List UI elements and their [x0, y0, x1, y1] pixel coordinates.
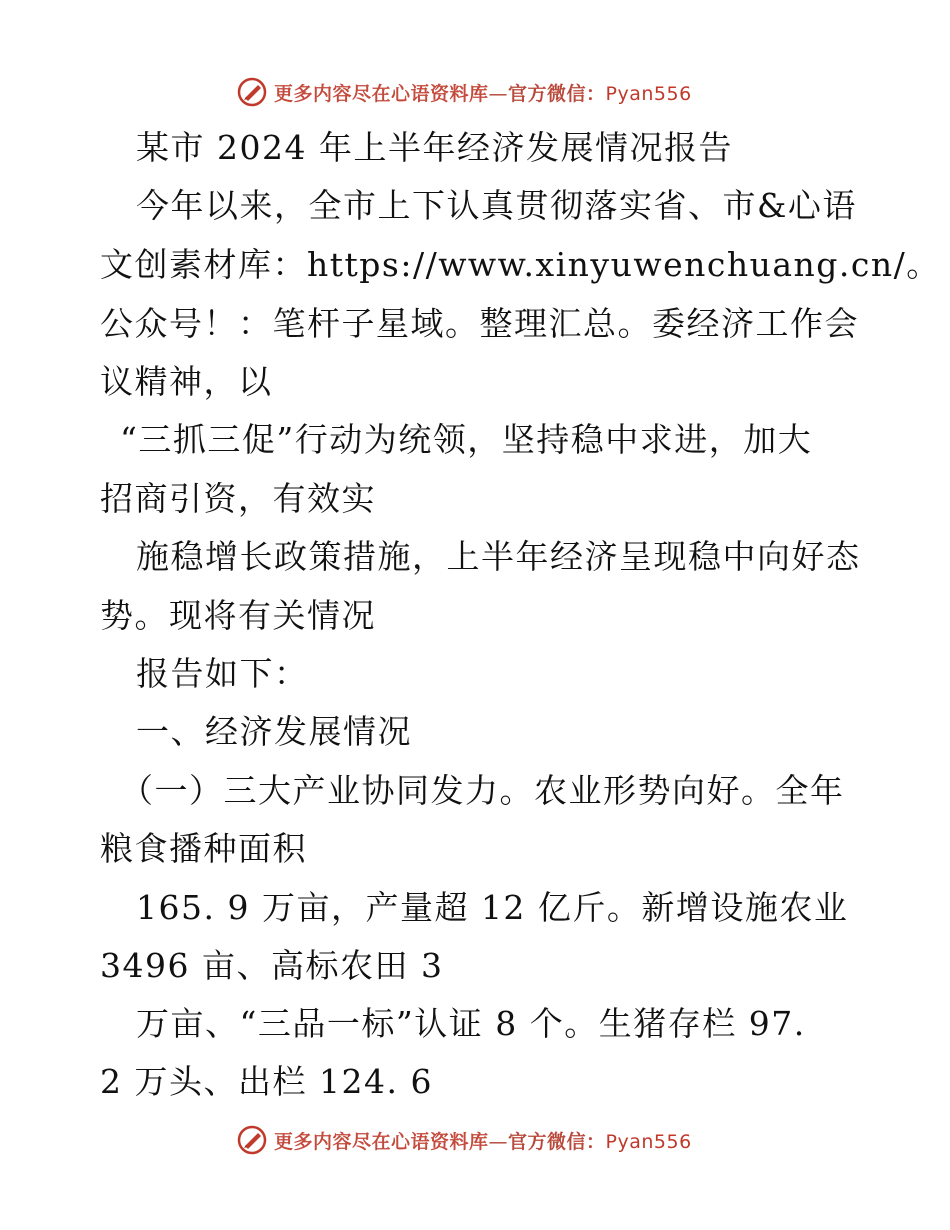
watermark-brand: 更多内容尽在心语资料库: [274, 82, 489, 105]
paragraph-line: 粮食播种面积: [100, 829, 307, 868]
header-watermark-banner: [236, 72, 716, 112]
paragraph-line: 招商引资，有效实: [100, 479, 376, 518]
watermark-text: [274, 79, 692, 106]
watermark-wechat-label: 官方微信：: [508, 1130, 606, 1153]
document-title: 某市 2024 年上半年经济发展情况报告: [136, 128, 733, 167]
watermark-wechat-label: 官方微信：: [508, 82, 606, 105]
section-heading: 一、经济发展情况: [136, 712, 412, 751]
paragraph-line: 议精神，以: [100, 362, 273, 401]
brush-logo-icon: [236, 1124, 268, 1156]
watermark-text: [274, 1127, 692, 1154]
brush-logo-icon: [236, 76, 268, 108]
paragraph-line: 今年以来，全市上下认真贯彻落实省、市&心语: [136, 186, 857, 225]
paragraph-line: （一）三大产业协同发力。农业形势向好。全年: [120, 771, 845, 810]
watermark-wechat-id: Pyan556: [605, 82, 692, 105]
paragraph-line: 165. 9 万亩，产量超 12 亿斤。新增设施农业: [136, 888, 849, 927]
paragraph-line: “三抓三促”行动为统领，坚持稳中求进，加大: [120, 420, 813, 459]
footer-watermark-banner: [236, 1120, 716, 1160]
paragraph-line: 文创素材库：https://www.xinyuwenchuang.cn/。: [100, 245, 941, 284]
paragraph-line: 势。现将有关情况: [100, 596, 376, 635]
paragraph-line: 2 万头、出栏 124. 6: [100, 1062, 433, 1101]
paragraph-line: 施稳增长政策措施，上半年经济呈现稳中向好态: [136, 537, 861, 576]
watermark-brand: 更多内容尽在心语资料库: [274, 1130, 489, 1153]
watermark-wechat-id: Pyan556: [605, 1130, 692, 1153]
paragraph-line: 公众号！：笔杆子星域。整理汇总。委经济工作会: [100, 304, 859, 343]
watermark-dash: —: [488, 1130, 509, 1153]
paragraph-line: 万亩、“三品一标”认证 8 个。生猪存栏 97.: [136, 1004, 806, 1043]
paragraph-line: 3496 亩、高标农田 3: [100, 946, 444, 985]
paragraph-line: 报告如下：: [136, 654, 309, 693]
watermark-dash: —: [488, 82, 509, 105]
